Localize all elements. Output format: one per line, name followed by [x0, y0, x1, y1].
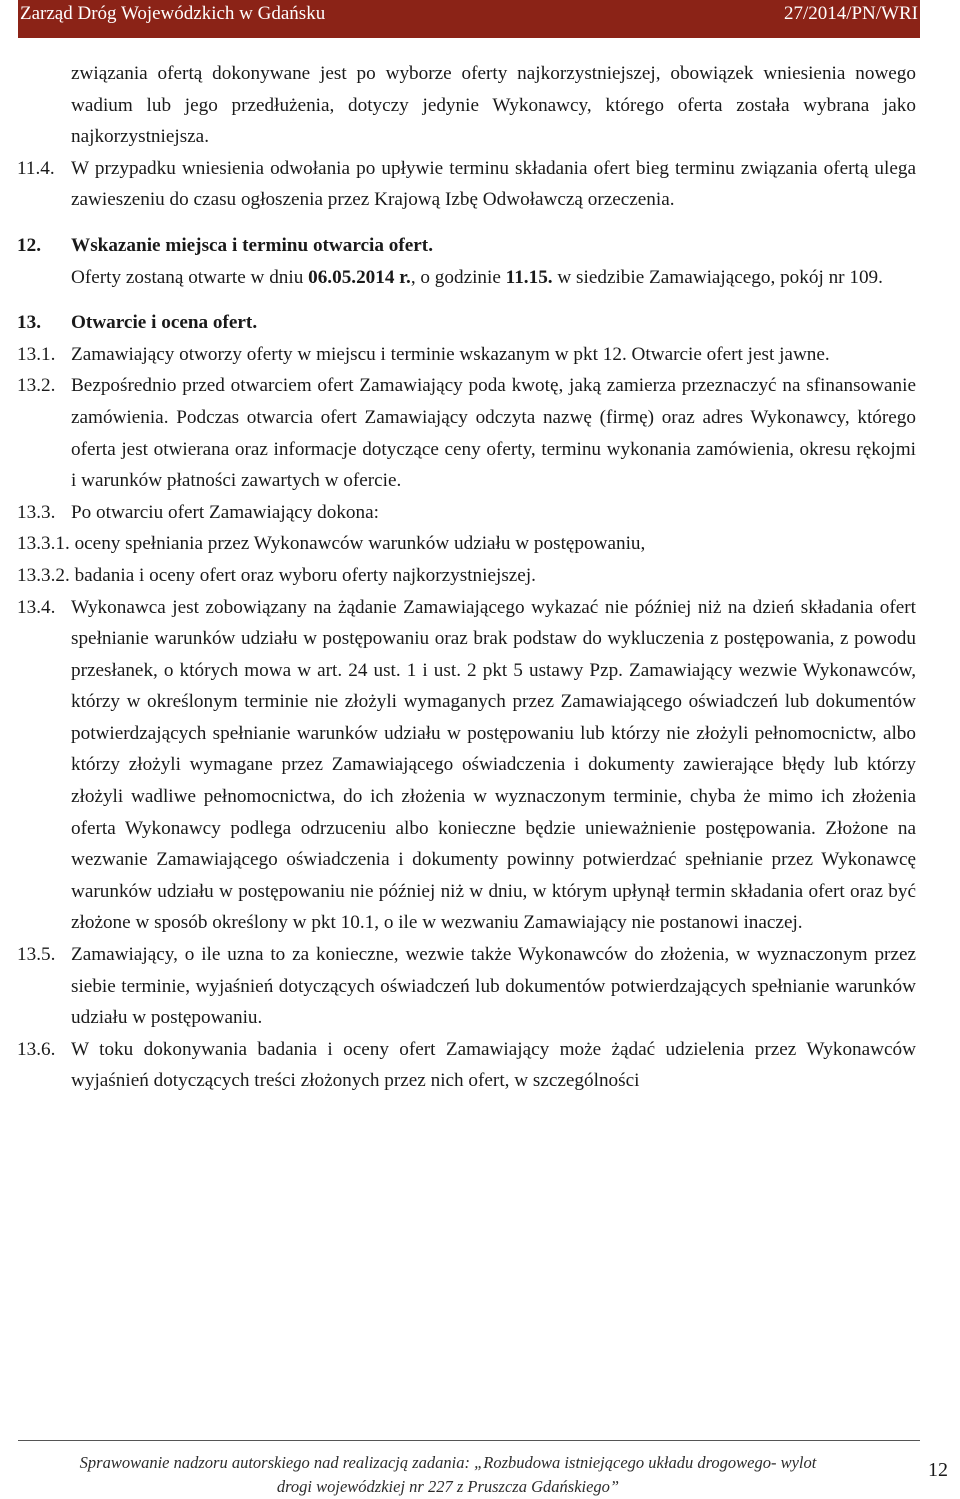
header-organization: Zarząd Dróg Wojewódzkich w Gdańsku [20, 3, 326, 24]
section-number: 13.2. [17, 375, 56, 397]
opening-time: 11.15. [505, 266, 553, 288]
paragraph-13-5 [0, 939, 960, 1034]
text-after-time: w siedzibie Zamawiającego, pokój nr 109. [552, 266, 883, 288]
paragraph-text: Zamawiający otworzy oferty w miejscu i terminie wskazanym w pkt 12. Otwarcie ofert jest jawne. [71, 343, 830, 365]
footer-line-2: drogi wojewódzkiej nr 227 z Pruszcza Gdańskiego” [276, 1477, 620, 1496]
section-number: 13.5. [17, 944, 56, 966]
text-before-date: Oferty zostaną otwarte w dniu [71, 266, 309, 288]
paragraph-text: związania ofertą dokonywane jest po wyborze oferty najkorzystniejszej, obowiązek wniesienia nowego wadium lub jego przedłużenia, dotyczy jedynie Wykonawcy, którego oferta została wybrana jako najkorzystniejsza. [71, 63, 916, 148]
section-title: Wskazanie miejsca i terminu otwarcia ofert. [71, 234, 433, 256]
footer-divider [18, 1440, 920, 1441]
header-reference: 27/2014/PN/WRI [783, 3, 918, 24]
section-number: 13. [17, 312, 41, 334]
paragraph-text: Po otwarciu ofert Zamawiający dokona: [71, 501, 379, 523]
page-header [18, 0, 920, 38]
opening-date: 06.05.2014 r. [308, 266, 411, 288]
paragraph-text: 13.3.1. oceny spełniania przez Wykonawców warunków udziału w postępowaniu, [17, 533, 646, 555]
paragraph-13-6 [0, 1034, 960, 1097]
paragraph-text: 13.3.2. badania i oceny ofert oraz wyboru oferty najkorzystniejszej. [17, 564, 536, 586]
section-title: Otwarcie i ocena ofert. [71, 312, 258, 334]
paragraph-11-3-continuation [0, 58, 960, 153]
paragraph-text: Wykonawca jest zobowiązany na żądanie Zamawiającego wykazać nie później niż na dzień składania ofert spełnianie warunków udziału w postępowaniu oraz brak podstaw do wykluczenia z postępowania, z powodu przesłanek, o których mowa w art. 24 ust. 1 i ust. 2 pkt 5 ustawy Pzp. Zamawiający wezwie Wykonawców, którzy w określonym terminie nie złożyli wymaganych przez Zamawiającego oświadczeń lub dokumentów potwierdzających spełnianie warunków udziału w postępowaniu lub którzy nie złożyli pełnomocnictw, albo którzy złożyli wymagane przez Zamawiającego oświadczenia i dokumenty zawierające błędy lub którzy złożyli wadliwe pełnomocnictwa, do ich złożenia w wyznaczonym terminie, chyba że mimo ich złożenia oferta Wykonawcy podlega odrzuceniu albo konieczne będzie unieważnienie postępowania. Złożone na wezwanie Zamawiającego oświadczenia i dokumenty powinny potwierdzać spełnianie przez Wykonawcę warunków udziału w postępowaniu nie później niż w dniu, w którym upłynął termin składania ofert oraz być złożone w sposób określony w pkt 10.1, o ile w wezwaniu Zamawiający nie postanowi inaczej. [71, 596, 916, 934]
paragraph-text: Bezpośrednio przed otwarciem ofert Zamawiający poda kwotę, jaką zamierza przeznaczyć na sfinansowanie zamówienia. Podczas otwarcia ofert Zamawiający odczyta nazwę (firmę) oraz adres Wykonawcy, którego oferta jest otwierana oraz informacje dotyczące ceny oferty, terminu wykonania zamówienia, okresu rękojmi i warunków płatności zawartych w ofercie. [71, 375, 916, 492]
document-body [0, 58, 960, 1097]
section-13-heading [0, 307, 960, 339]
section-12-heading [0, 230, 960, 262]
paragraph-13-2 [0, 370, 960, 496]
paragraph-13-3 [0, 497, 960, 529]
paragraph-text: W przypadku wniesienia odwołania po upływie terminu składania ofert bieg terminu związania ofertą ulega zawieszeniu do czasu ogłoszenia przez Krajową Izbę Odwoławczą orzeczenia. [71, 157, 916, 211]
text-mid: , o godzinie [410, 266, 506, 288]
section-number: 13.3. [17, 501, 56, 523]
paragraph-13-3-1 [0, 528, 960, 560]
paragraph-text: W toku dokonywania badania i oceny ofert Zamawiający może żądać udzielenia przez Wykonawców wyjaśnień dotyczących treści złożonych przez nich ofert, w szczególności [71, 1038, 916, 1092]
paragraph-text: Zamawiający, o ile uzna to za konieczne, wezwie także Wykonawców do złożenia, w wyznaczonym przez siebie terminie, wyjaśnień dotyczących oświadczeń lub dokumentów potwierdzających spełnianie warunków udziału w postępowaniu. [71, 944, 916, 1029]
section-number: 13.4. [17, 596, 56, 618]
paragraph-11-4 [0, 153, 960, 216]
paragraph-13-1 [0, 339, 960, 371]
section-number: 13.6. [17, 1038, 56, 1060]
section-number: 12. [17, 234, 41, 256]
section-number: 11.4. [17, 157, 55, 179]
section-number: 13.1. [17, 343, 56, 365]
footer-line-1: Sprawowanie nadzoru autorskiego nad realizacją zadania: „Rozbudowa istniejącego układu drogowego- wylot [79, 1453, 817, 1472]
paragraph-13-4 [0, 592, 960, 940]
page-number: 12 [928, 1459, 948, 1481]
paragraph-12 [0, 262, 960, 294]
paragraph-13-3-2 [0, 560, 960, 592]
page-footer [18, 1451, 878, 1499]
